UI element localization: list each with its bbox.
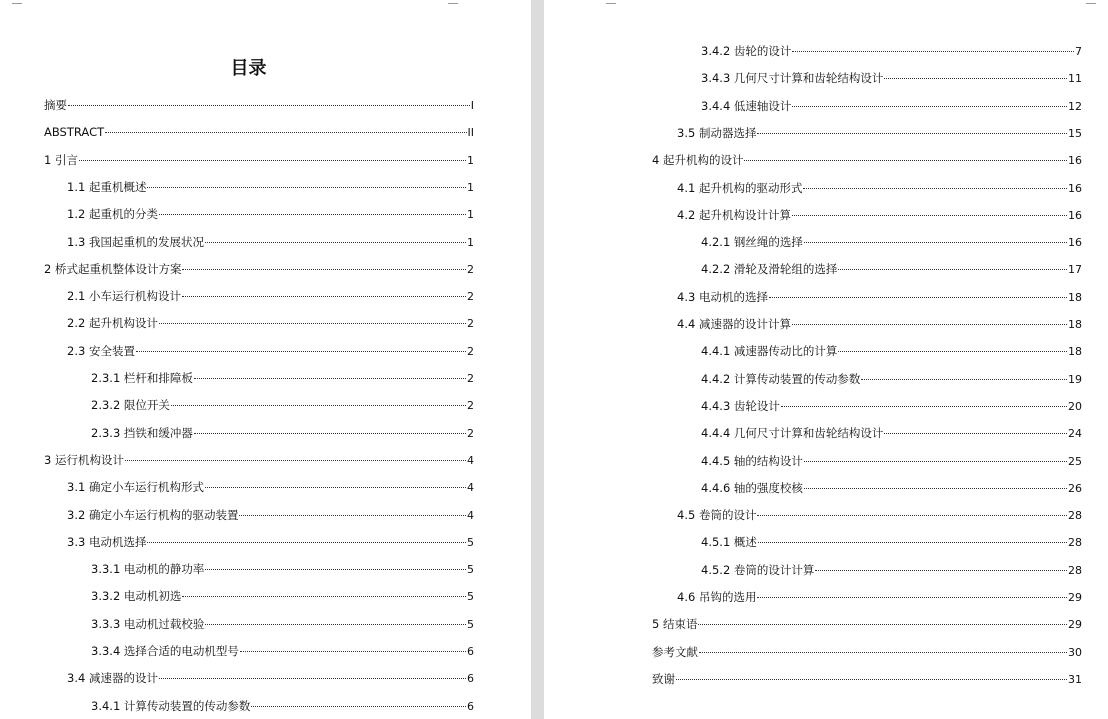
dot-leader <box>676 679 1067 680</box>
toc-entry-label: 4.5 卷筒的设计 <box>677 508 757 523</box>
toc-entry-label: 3.1 确定小车运行机构形式 <box>67 480 204 495</box>
toc-entry[interactable] <box>67 206 474 222</box>
toc-entry-page: 30 <box>1068 645 1082 659</box>
toc-entry-label: 3.3.1 电动机的静功率 <box>91 562 205 577</box>
toc-entry-page: 5 <box>467 563 474 577</box>
toc-entry[interactable] <box>677 289 1082 305</box>
dot-leader <box>803 188 1067 189</box>
toc-entry-label: 4.4.6 轴的强度校核 <box>701 480 803 495</box>
toc-entry-label: 1 引言 <box>44 152 78 167</box>
toc-entry-label: 3.4.1 计算传动装置的传动参数 <box>91 698 251 713</box>
document-page-left <box>0 0 531 719</box>
dot-leader <box>136 351 466 352</box>
toc-entry[interactable] <box>91 425 474 441</box>
toc-entry-page: 15 <box>1068 126 1082 140</box>
toc-entry[interactable] <box>677 207 1082 223</box>
toc-entry-page: 26 <box>1068 481 1082 495</box>
toc-entry[interactable] <box>652 616 1082 632</box>
toc-entry-page: 1 <box>467 208 474 222</box>
toc-entry[interactable] <box>701 425 1082 441</box>
toc-entry-page: 28 <box>1068 563 1082 577</box>
toc-entry-page: 25 <box>1068 454 1082 468</box>
toc-entry[interactable] <box>67 670 474 686</box>
toc-entry[interactable] <box>701 398 1082 414</box>
dot-leader <box>182 296 466 297</box>
toc-entry-page: 5 <box>467 617 474 631</box>
dot-leader <box>171 405 466 406</box>
dot-leader <box>68 105 470 106</box>
crop-mark <box>1086 0 1096 4</box>
crop-mark <box>606 0 616 4</box>
toc-entry[interactable] <box>701 234 1082 250</box>
dot-leader <box>758 542 1067 543</box>
toc-entry[interactable] <box>701 371 1082 387</box>
dot-leader <box>159 214 466 215</box>
dot-leader <box>804 242 1067 243</box>
toc-entry-page: 17 <box>1068 263 1082 277</box>
toc-entry-page: 12 <box>1068 99 1082 113</box>
dot-leader <box>698 624 1067 625</box>
toc-entry-page: 4 <box>467 453 474 467</box>
toc-entry[interactable] <box>91 370 474 386</box>
dot-leader <box>240 651 466 652</box>
toc-entry[interactable] <box>67 288 474 304</box>
toc-entry-label: 2.3 安全装置 <box>67 343 135 358</box>
toc-entry-label: 2.3.1 栏杆和排障板 <box>91 371 193 385</box>
toc-entry-label: 5 结束语 <box>652 617 698 632</box>
toc-entry-label: 3.3.2 电动机初选 <box>91 589 182 604</box>
toc-entry-page: 29 <box>1068 618 1082 632</box>
toc-entry[interactable] <box>67 315 474 331</box>
toc-entry-page: 20 <box>1068 399 1082 413</box>
toc-entry[interactable] <box>44 124 474 140</box>
toc-entry[interactable] <box>652 671 1082 687</box>
toc-entry-label: 3 运行机构设计 <box>44 452 124 467</box>
toc-entry-page: 7 <box>1075 45 1082 58</box>
dot-leader <box>884 78 1067 79</box>
toc-entry-label: 4.5.1 概述 <box>701 535 757 550</box>
toc-entry-label: 3.5 制动器选择 <box>677 125 757 140</box>
toc-entry[interactable] <box>44 97 474 113</box>
dot-leader <box>205 242 466 243</box>
toc-entry-page: 5 <box>467 590 474 604</box>
toc-entry[interactable] <box>701 534 1082 550</box>
dot-leader <box>884 433 1067 434</box>
toc-entry-label: 4.4 减速器的设计计算 <box>677 317 791 331</box>
toc-entry[interactable] <box>701 70 1082 86</box>
document-page-right <box>544 0 1108 719</box>
toc-entry[interactable] <box>701 261 1082 277</box>
toc-entry-label: 1.3 我国起重机的发展状况 <box>67 234 204 249</box>
toc-entry-page: 2 <box>467 344 474 358</box>
toc-entry-page: 16 <box>1068 236 1082 250</box>
toc-entry-page: 1 <box>467 180 474 194</box>
toc-entry[interactable] <box>44 452 474 468</box>
toc-entry[interactable] <box>701 343 1082 359</box>
toc-entry-page: 16 <box>1068 154 1082 168</box>
dot-leader <box>804 461 1067 462</box>
toc-entry-page: II <box>467 126 474 140</box>
toc-entry[interactable] <box>44 261 474 277</box>
toc-entry-label: 摘要 <box>44 98 67 112</box>
dot-leader <box>194 433 466 434</box>
toc-entry-label: 4.1 起升机构的驱动形式 <box>677 180 803 195</box>
toc-entry-page: 2 <box>467 317 474 331</box>
toc-entry-label: 3.2 确定小车运行机构的驱动装置 <box>67 507 239 522</box>
toc-entry-page: 4 <box>467 508 474 522</box>
dot-leader <box>105 132 466 133</box>
toc-entry-page: 28 <box>1068 509 1082 523</box>
toc-entry-label: 1.2 起重机的分类 <box>67 207 158 222</box>
dot-leader <box>792 215 1067 216</box>
toc-entry[interactable] <box>701 562 1082 578</box>
toc-entry-page: 1 <box>467 153 474 167</box>
toc-entry[interactable] <box>91 588 474 604</box>
toc-entry-page: 18 <box>1068 345 1082 359</box>
toc-entry-label: 4 起升机构的设计 <box>652 153 744 168</box>
dot-leader <box>781 406 1067 407</box>
toc-entry-page: 11 <box>1068 72 1082 86</box>
toc-entry-label: 4.2 起升机构设计计算 <box>677 207 791 222</box>
dot-leader <box>205 569 466 570</box>
toc-entry[interactable] <box>701 453 1082 469</box>
toc-entry-label: 1.1 起重机概述 <box>67 179 147 194</box>
toc-entry-page: 1 <box>467 235 474 249</box>
toc-entry-label: 4.3 电动机的选择 <box>677 289 768 304</box>
dot-leader <box>861 379 1067 380</box>
toc-entry-label: 4.4.4 几何尺寸计算和齿轮结构设计 <box>701 426 884 441</box>
toc-entry[interactable] <box>67 179 474 195</box>
toc-entry-page: 2 <box>467 426 474 440</box>
toc-entry-label: 参考文献 <box>652 644 698 659</box>
toc-entry[interactable] <box>67 234 474 250</box>
dot-leader <box>792 51 1074 52</box>
toc-entry-label: 2 桥式起重机整体设计方案 <box>44 261 182 276</box>
dot-leader <box>699 652 1067 653</box>
toc-entry-label: 3.3 电动机选择 <box>67 534 147 549</box>
toc-entry[interactable] <box>91 698 474 714</box>
toc-entry[interactable] <box>67 534 474 550</box>
dot-leader <box>205 487 466 488</box>
toc-entry-page: 6 <box>467 645 474 658</box>
toc-entry[interactable] <box>67 343 474 359</box>
dot-leader <box>744 160 1067 161</box>
toc-entry[interactable] <box>701 43 1082 59</box>
dot-leader <box>182 269 466 270</box>
toc-entry-label: 2.3.2 限位开关 <box>91 398 170 413</box>
toc-entry[interactable] <box>67 479 474 495</box>
crop-mark <box>12 0 22 4</box>
dot-leader <box>159 678 466 679</box>
toc-entry-label: 4.5.2 卷筒的设计计算 <box>701 562 815 577</box>
toc-entry-label: 3.4.2 齿轮的设计 <box>701 44 792 58</box>
toc-entry[interactable] <box>91 561 474 577</box>
toc-entry-page: 4 <box>467 481 474 495</box>
toc-entry-page: 2 <box>467 262 474 276</box>
dot-leader <box>159 323 466 324</box>
toc-entry-label: 3.3.3 电动机过载校验 <box>91 616 205 631</box>
toc-entry-page: 2 <box>467 290 474 304</box>
toc-entry-label: 4.4.2 计算传动装置的传动参数 <box>701 371 861 386</box>
toc-entry[interactable] <box>677 125 1082 141</box>
dot-leader <box>182 596 466 597</box>
toc-entry[interactable] <box>701 480 1082 496</box>
dot-leader <box>147 187 466 188</box>
toc-entry-page: 16 <box>1068 181 1082 195</box>
dot-leader <box>792 324 1067 325</box>
toc-title: 目录 <box>230 58 267 79</box>
toc-entry[interactable] <box>91 616 474 632</box>
dot-leader <box>757 597 1067 598</box>
toc-entry-page: 18 <box>1068 290 1082 304</box>
toc-entry-page: I <box>470 99 474 112</box>
toc-entry[interactable] <box>677 507 1082 523</box>
toc-entry-page: 29 <box>1068 591 1082 604</box>
toc-entry[interactable] <box>652 644 1082 660</box>
toc-entry-label: 致谢 <box>652 671 675 686</box>
toc-entry[interactable] <box>677 316 1082 332</box>
dot-leader <box>838 351 1067 352</box>
toc-entry-page: 28 <box>1068 536 1082 550</box>
dot-leader <box>194 378 466 379</box>
crop-mark <box>448 0 458 4</box>
toc-entry[interactable] <box>652 152 1082 168</box>
toc-entry-page: 31 <box>1068 672 1082 686</box>
toc-entry-page: 18 <box>1068 318 1082 331</box>
toc-entry-page: 2 <box>467 372 474 385</box>
dot-leader <box>79 160 466 161</box>
toc-entry-label: 4.6 吊钩的选用 <box>677 590 757 604</box>
dot-leader <box>147 542 466 543</box>
toc-entry-label: 2.3.3 挡铁和缓冲器 <box>91 425 193 440</box>
dot-leader <box>757 133 1067 134</box>
toc-entry-label: 2.2 起升机构设计 <box>67 316 158 331</box>
toc-entry-page: 24 <box>1068 427 1082 441</box>
toc-entry-page: 6 <box>467 699 474 713</box>
toc-entry-label: 3.3.4 选择合适的电动机型号 <box>91 644 239 658</box>
toc-entry[interactable] <box>91 397 474 413</box>
toc-entry-page: 2 <box>467 399 474 413</box>
toc-entry[interactable] <box>677 589 1082 605</box>
toc-entry-label: 4.4.5 轴的结构设计 <box>701 453 803 468</box>
toc-entry-label: 4.4.3 齿轮设计 <box>701 398 780 413</box>
toc-entry[interactable] <box>44 152 474 168</box>
dot-leader <box>757 515 1067 516</box>
dot-leader <box>769 297 1067 298</box>
toc-entry-page: 19 <box>1068 372 1082 386</box>
toc-entry-label: 4.2.1 钢丝绳的选择 <box>701 235 803 250</box>
toc-entry-label: 3.4 减速器的设计 <box>67 671 158 686</box>
toc-entry-page: 16 <box>1068 208 1082 222</box>
toc-entry[interactable] <box>677 180 1082 196</box>
toc-entry[interactable] <box>67 507 474 523</box>
dot-leader <box>804 488 1067 489</box>
toc-entry-page: 5 <box>467 535 474 549</box>
toc-entry-label: 4.2.2 滑轮及滑轮组的选择 <box>701 262 838 277</box>
toc-entry-label: 3.4.3 几何尺寸计算和齿轮结构设计 <box>701 71 884 86</box>
dot-leader <box>125 460 466 461</box>
dot-leader <box>815 570 1067 571</box>
dot-leader <box>205 624 466 625</box>
toc-entry-page: 6 <box>467 672 474 686</box>
toc-entry-label: 3.4.4 低速轴设计 <box>701 98 792 113</box>
toc-entry[interactable] <box>91 643 474 659</box>
toc-entry-label: ABSTRACT <box>44 125 105 140</box>
dot-leader <box>838 269 1067 270</box>
dot-leader <box>251 706 466 707</box>
toc-entry[interactable] <box>701 98 1082 114</box>
dot-leader <box>239 515 466 516</box>
toc-entry-label: 2.1 小车运行机构设计 <box>67 289 181 304</box>
dot-leader <box>792 106 1067 107</box>
toc-entry-label: 4.4.1 减速器传动比的计算 <box>701 344 838 359</box>
